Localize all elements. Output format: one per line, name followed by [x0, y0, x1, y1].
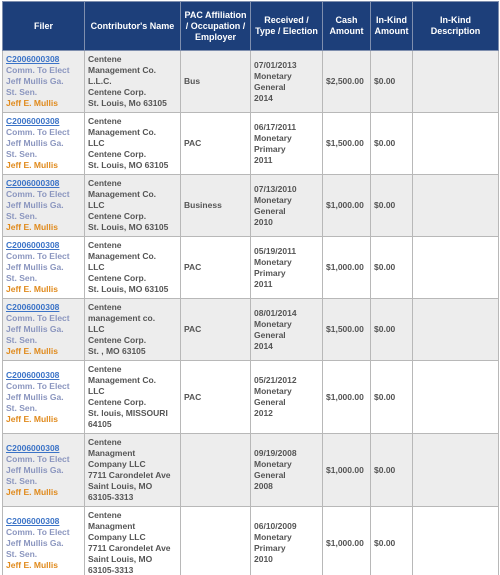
contributor-line: 63105-3313 — [88, 565, 134, 575]
candidate-name: Jeff E. Mullis — [6, 98, 58, 108]
received-line: Monetary — [254, 194, 292, 205]
contributor-line: Saint Louis, MO — [88, 554, 153, 564]
received-line: Primary — [254, 143, 286, 154]
received-line: Monetary — [254, 386, 292, 396]
contributor-line: Centene Corp. — [88, 211, 147, 221]
received-line: 2010 — [254, 216, 273, 227]
received-line: 06/10/2009 — [254, 521, 297, 531]
received-line: General — [254, 470, 286, 480]
filer-cell — [3, 113, 85, 175]
received-line: Monetary — [254, 256, 292, 267]
filer-id-link[interactable]: C2006000308 — [6, 369, 60, 380]
committee-name-line: Comm. To Elect — [6, 453, 70, 464]
table-row — [3, 434, 499, 507]
cash-amount-cell: $1,000.00 — [323, 175, 371, 237]
contributor-line: St. Louis, MO 63105 — [88, 160, 169, 170]
pac-affiliation-cell: Bus — [181, 51, 251, 113]
table-row — [3, 361, 499, 434]
contributor-line: 64105 — [88, 419, 112, 429]
received-cell — [251, 507, 323, 575]
received-line: 07/13/2010 — [254, 183, 297, 194]
committee-name-line: Comm. To Elect — [6, 189, 70, 199]
pac-affiliation-cell: PAC — [181, 237, 251, 299]
inkind-description-cell — [413, 299, 499, 361]
contributor-line: Managment — [88, 448, 136, 458]
received-line: 08/01/2014 — [254, 307, 297, 318]
cash-amount-cell: $1,500.00 — [323, 113, 371, 175]
header-inkind-amount[interactable]: In-Kind Amount — [371, 2, 413, 51]
inkind-amount-cell: $0.00 — [371, 299, 413, 361]
filer-id-link[interactable]: C2006000308 — [6, 442, 60, 453]
committee-name-line: St. Sen. — [6, 548, 38, 559]
filer-cell — [3, 361, 85, 434]
contributor-line: St. Louis, Mo 63105 — [88, 98, 167, 108]
filer-cell — [3, 299, 85, 361]
contributor-line: Centene — [88, 302, 122, 312]
cash-amount-cell: $1,000.00 — [323, 434, 371, 507]
contributor-line: St. Louis, MO 63105 — [88, 284, 169, 294]
contributor-line: management co. — [88, 313, 156, 323]
contributor-line: St. Louis, MO 63105 — [88, 222, 169, 232]
contributor-line: Saint Louis, MO — [88, 481, 153, 491]
inkind-description-cell — [413, 507, 499, 575]
inkind-amount-cell: $0.00 — [371, 237, 413, 299]
received-cell — [251, 175, 323, 237]
received-line: 06/17/2011 — [254, 121, 297, 132]
contributor-line: LLC — [88, 200, 105, 210]
contributor-line: Centene Corp. — [88, 273, 147, 283]
received-cell — [251, 237, 323, 299]
received-line: Monetary — [254, 132, 292, 143]
received-line: Monetary — [254, 70, 292, 81]
committee-name-line: Comm. To Elect — [6, 251, 70, 261]
received-line: 2012 — [254, 408, 273, 418]
cash-amount-cell: $1,000.00 — [323, 507, 371, 575]
contributor-cell — [85, 361, 181, 434]
contributor-cell — [85, 434, 181, 507]
filer-cell — [3, 434, 85, 507]
inkind-description-cell — [413, 175, 499, 237]
committee-name-line: St. Sen. — [6, 149, 38, 159]
received-line: General — [254, 397, 286, 407]
committee-name-line: St. Sen. — [6, 335, 38, 345]
contributor-line: Centene — [88, 116, 122, 126]
contributions-table — [2, 1, 499, 575]
received-line: 2011 — [254, 278, 273, 289]
inkind-amount-cell: $0.00 — [371, 113, 413, 175]
committee-name-line: Jeff Mullis Ga. — [6, 391, 64, 402]
received-line: 07/01/2013 — [254, 59, 297, 70]
inkind-amount-cell: $0.00 — [371, 434, 413, 507]
filer-id-link[interactable]: C2006000308 — [6, 240, 60, 250]
pac-affiliation-cell: Business — [181, 175, 251, 237]
contributor-line: 7711 Carondelet Ave — [88, 470, 171, 480]
contributor-line: Management Co. — [88, 251, 157, 261]
filer-id-link[interactable]: C2006000308 — [6, 302, 60, 312]
committee-name-line: Jeff Mullis Ga. — [6, 200, 64, 210]
table-body — [3, 51, 499, 575]
committee-name-line: Jeff Mullis Ga. — [6, 76, 64, 86]
cash-amount-cell: $1,000.00 — [323, 237, 371, 299]
inkind-amount-cell: $0.00 — [371, 361, 413, 434]
received-line: Monetary — [254, 318, 292, 329]
received-line: 05/19/2011 — [254, 245, 297, 256]
table-row — [3, 51, 499, 113]
contributor-line: Management Co. — [88, 65, 157, 75]
contributor-line: Management Co. — [88, 189, 157, 199]
filer-cell — [3, 507, 85, 575]
pac-affiliation-cell: PAC — [181, 299, 251, 361]
contributor-line: Centene — [88, 54, 122, 64]
contributor-line: 63105-3313 — [88, 492, 134, 502]
contributor-cell — [85, 175, 181, 237]
cash-amount-cell: $1,500.00 — [323, 299, 371, 361]
pac-affiliation-cell — [181, 434, 251, 507]
filer-cell — [3, 175, 85, 237]
received-cell — [251, 434, 323, 507]
received-line: 09/19/2008 — [254, 448, 297, 458]
contributor-line: 7711 Carondelet Ave — [88, 543, 171, 553]
header-filer[interactable]: Filer — [3, 2, 85, 51]
contributor-line: Centene Corp. — [88, 335, 147, 345]
received-line: 2008 — [254, 481, 273, 491]
table-row — [3, 507, 499, 575]
received-line: Monetary — [254, 459, 292, 469]
contributor-line: Centene — [88, 178, 122, 188]
received-line: General — [254, 205, 286, 216]
committee-name-line: St. Sen. — [6, 402, 38, 413]
committee-name-line: St. Sen. — [6, 211, 38, 221]
pac-affiliation-cell — [181, 507, 251, 575]
received-line: 2011 — [254, 154, 273, 165]
table-header — [3, 2, 499, 51]
table-row — [3, 299, 499, 361]
filer-cell — [3, 237, 85, 299]
table-row — [3, 113, 499, 175]
contributor-line: Centene — [88, 510, 122, 520]
committee-name-line: Comm. To Elect — [6, 65, 70, 75]
received-line: 05/21/2012 — [254, 375, 297, 385]
contributor-line: Company LLC — [88, 532, 146, 542]
inkind-description-cell — [413, 361, 499, 434]
received-line: Monetary — [254, 532, 292, 542]
filer-id-link[interactable]: C2006000308 — [6, 178, 60, 188]
contributor-line: Centene Corp. — [88, 149, 147, 159]
received-line: 2014 — [254, 92, 273, 103]
contributor-line: Centene — [88, 240, 122, 250]
contributor-line: Management Co. — [88, 375, 157, 385]
contributor-line: LLC — [88, 138, 105, 148]
candidate-name: Jeff E. Mullis — [6, 222, 58, 232]
received-cell — [251, 299, 323, 361]
inkind-description-cell — [413, 434, 499, 507]
contributor-line: Centene — [88, 364, 122, 374]
received-line: 2010 — [254, 554, 273, 564]
contributor-line: L.L.C. — [88, 76, 112, 86]
received-line: Primary — [254, 267, 286, 278]
contributor-line: LLC — [88, 262, 105, 272]
received-line: General — [254, 329, 286, 340]
candidate-name: Jeff E. Mullis — [6, 486, 58, 497]
received-cell — [251, 51, 323, 113]
received-cell — [251, 113, 323, 175]
candidate-name: Jeff E. Mullis — [6, 346, 58, 356]
inkind-amount-cell: $0.00 — [371, 51, 413, 113]
filer-id-link[interactable]: C2006000308 — [6, 515, 60, 526]
contributor-line: St. , MO 63105 — [88, 346, 146, 356]
contributor-cell — [85, 507, 181, 575]
contributor-line: Centene — [88, 437, 122, 447]
filer-cell — [3, 51, 85, 113]
contributor-line: Centene Corp. — [88, 397, 147, 407]
committee-name-line: Comm. To Elect — [6, 526, 70, 537]
pac-affiliation-cell: PAC — [181, 113, 251, 175]
table-row — [3, 175, 499, 237]
received-line: General — [254, 81, 286, 92]
contributor-line: LLC — [88, 386, 105, 396]
header-contributor[interactable]: Contributor's Name — [85, 2, 181, 51]
candidate-name: Jeff E. Mullis — [6, 160, 58, 170]
inkind-amount-cell: $0.00 — [371, 507, 413, 575]
filer-id-link[interactable]: C2006000308 — [6, 54, 60, 64]
committee-name-line: Comm. To Elect — [6, 380, 70, 391]
contributor-cell — [85, 237, 181, 299]
received-cell — [251, 361, 323, 434]
contributor-cell — [85, 51, 181, 113]
contributor-line: Management Co. — [88, 127, 157, 137]
table-row — [3, 237, 499, 299]
committee-name-line: Jeff Mullis Ga. — [6, 262, 64, 272]
cash-amount-cell: $1,000.00 — [323, 361, 371, 434]
contributor-line: Managment — [88, 521, 136, 531]
contributor-line: LLC — [88, 324, 105, 334]
header-cash-amount[interactable]: Cash Amount — [323, 2, 371, 51]
candidate-name: Jeff E. Mullis — [6, 559, 58, 570]
committee-name-line: St. Sen. — [6, 273, 38, 283]
received-line: Primary — [254, 543, 286, 553]
committee-name-line: St. Sen. — [6, 475, 38, 486]
committee-name-line: Comm. To Elect — [6, 127, 70, 137]
received-line: 2014 — [254, 340, 273, 351]
contributor-line: Company LLC — [88, 459, 146, 469]
committee-name-line: Jeff Mullis Ga. — [6, 324, 64, 334]
contributor-cell — [85, 299, 181, 361]
contributor-cell — [85, 113, 181, 175]
committee-name-line: Comm. To Elect — [6, 313, 70, 323]
candidate-name: Jeff E. Mullis — [6, 413, 58, 424]
inkind-description-cell — [413, 113, 499, 175]
contributor-line: St. louis, MISSOURI — [88, 408, 168, 418]
header-inkind-description[interactable]: In-Kind Description — [413, 2, 499, 51]
header-pac-affiliation[interactable]: PAC Affiliation / Occupation / Employer — [181, 2, 251, 51]
header-received[interactable]: Received / Type / Election — [251, 2, 323, 51]
candidate-name: Jeff E. Mullis — [6, 284, 58, 294]
inkind-description-cell — [413, 51, 499, 113]
cash-amount-cell: $2,500.00 — [323, 51, 371, 113]
committee-name-line: Jeff Mullis Ga. — [6, 138, 64, 148]
contributor-line: Centene Corp. — [88, 87, 147, 97]
inkind-description-cell — [413, 237, 499, 299]
filer-id-link[interactable]: C2006000308 — [6, 116, 60, 126]
committee-name-line: Jeff Mullis Ga. — [6, 537, 64, 548]
committee-name-line: Jeff Mullis Ga. — [6, 464, 64, 475]
committee-name-line: St. Sen. — [6, 87, 38, 97]
pac-affiliation-cell: PAC — [181, 361, 251, 434]
inkind-amount-cell: $0.00 — [371, 175, 413, 237]
